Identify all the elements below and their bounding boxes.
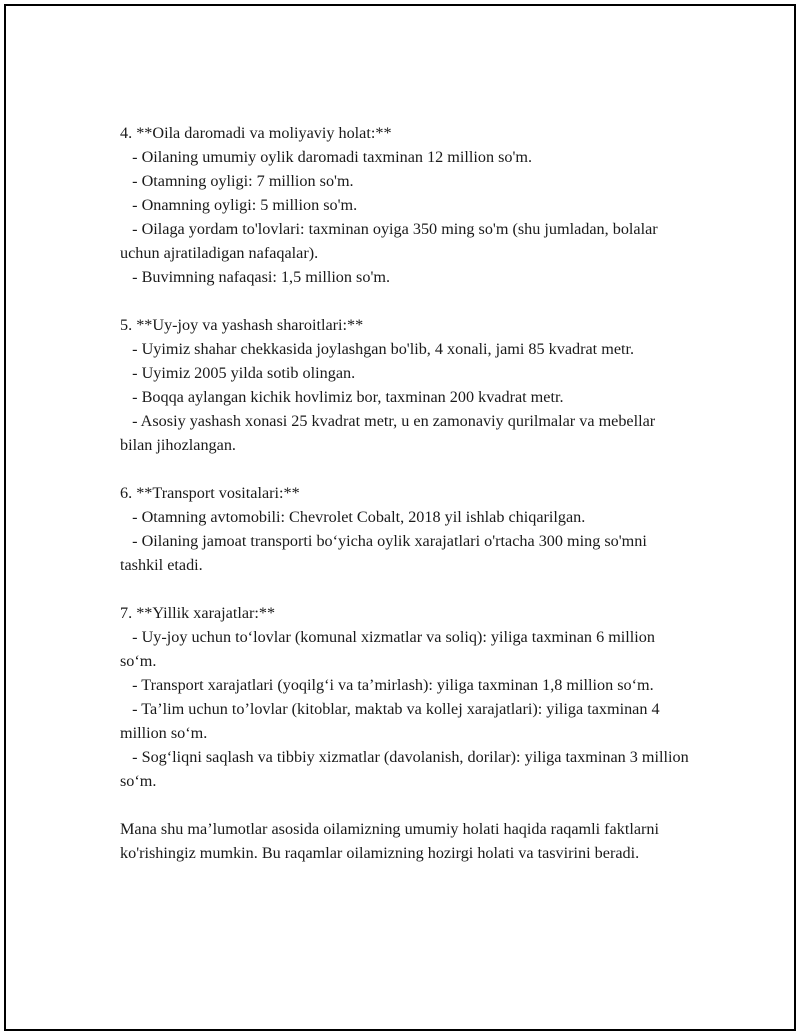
list-item: - Ta’lim uchun to’lovlar (kitoblar, maktab va kollej xarajatlari): yiliga taxminan 4 million so‘m.: [120, 700, 664, 742]
section-heading: 5. **Uy-joy va yashash sharoitlari:**: [120, 316, 364, 334]
section-heading: 4. **Oila daromadi va moliyaviy holat:**: [120, 124, 392, 142]
closing-paragraph: [120, 817, 690, 865]
list-item: - Buvimning nafaqasi: 1,5 million so'm.: [120, 268, 390, 286]
section-housing: [120, 313, 690, 457]
closing-text: Mana shu ma’lumotlar asosida oilamizning umumiy holati haqida raqamli faktlarni ko'rishingiz mumkin. Bu raqamlar oilamizning hozirgi holati va tasvirini beradi.: [120, 820, 660, 862]
section-transport: [120, 481, 690, 577]
list-item: - Oilaga yordam to'lovlari: taxminan oyiga 350 ming so'm (shu jumladan, bolalar uchun ajratiladigan nafaqalar).: [120, 220, 662, 262]
list-item: - Boqqa aylangan kichik hovlimiz bor, taxminan 200 kvadrat metr.: [120, 388, 564, 406]
list-item: - Transport xarajatlari (yoqilg‘i va ta’mirlash): yiliga taxminan 1,8 million so‘m.: [120, 676, 654, 694]
list-item: - Oilaning umumiy oylik daromadi taxminan 12 million so'm.: [120, 148, 533, 166]
section-heading: 6. **Transport vositalari:**: [120, 484, 300, 502]
document-body: [120, 121, 693, 865]
section-heading: 7. **Yillik xarajatlar:**: [120, 604, 276, 622]
list-item: - Uyimiz 2005 yilda sotib olingan.: [120, 364, 356, 382]
section-annual-expenses: [120, 601, 693, 793]
list-item: - Asosiy yashash xonasi 25 kvadrat metr, u en zamonaviy qurilmalar va mebellar bilan jihozlangan.: [120, 412, 660, 454]
list-item: - Sog‘liqni saqlash va tibbiy xizmatlar (davolanish, dorilar): yiliga taxminan 3 million so‘m.: [120, 748, 693, 790]
list-item: - Otamning avtomobili: Chevrolet Cobalt, 2018 yil ishlab chiqarilgan.: [120, 508, 586, 526]
list-item: - Oilaning jamoat transporti bo‘yicha oylik xarajatlari o'rtacha 300 ming so'mni tashkil etadi.: [120, 532, 651, 574]
list-item: - Uyimiz shahar chekkasida joylashgan bo'lib, 4 xonali, jami 85 kvadrat metr.: [120, 340, 635, 358]
list-item: - Otamning oyligi: 7 million so'm.: [120, 172, 354, 190]
list-item: - Uy-joy uchun to‘lovlar (komunal xizmatlar va soliq): yiliga taxminan 6 million so‘m.: [120, 628, 660, 670]
section-family-income: [120, 121, 690, 289]
list-item: - Onamning oyligi: 5 million so'm.: [120, 196, 358, 214]
document-page: [4, 4, 796, 1031]
